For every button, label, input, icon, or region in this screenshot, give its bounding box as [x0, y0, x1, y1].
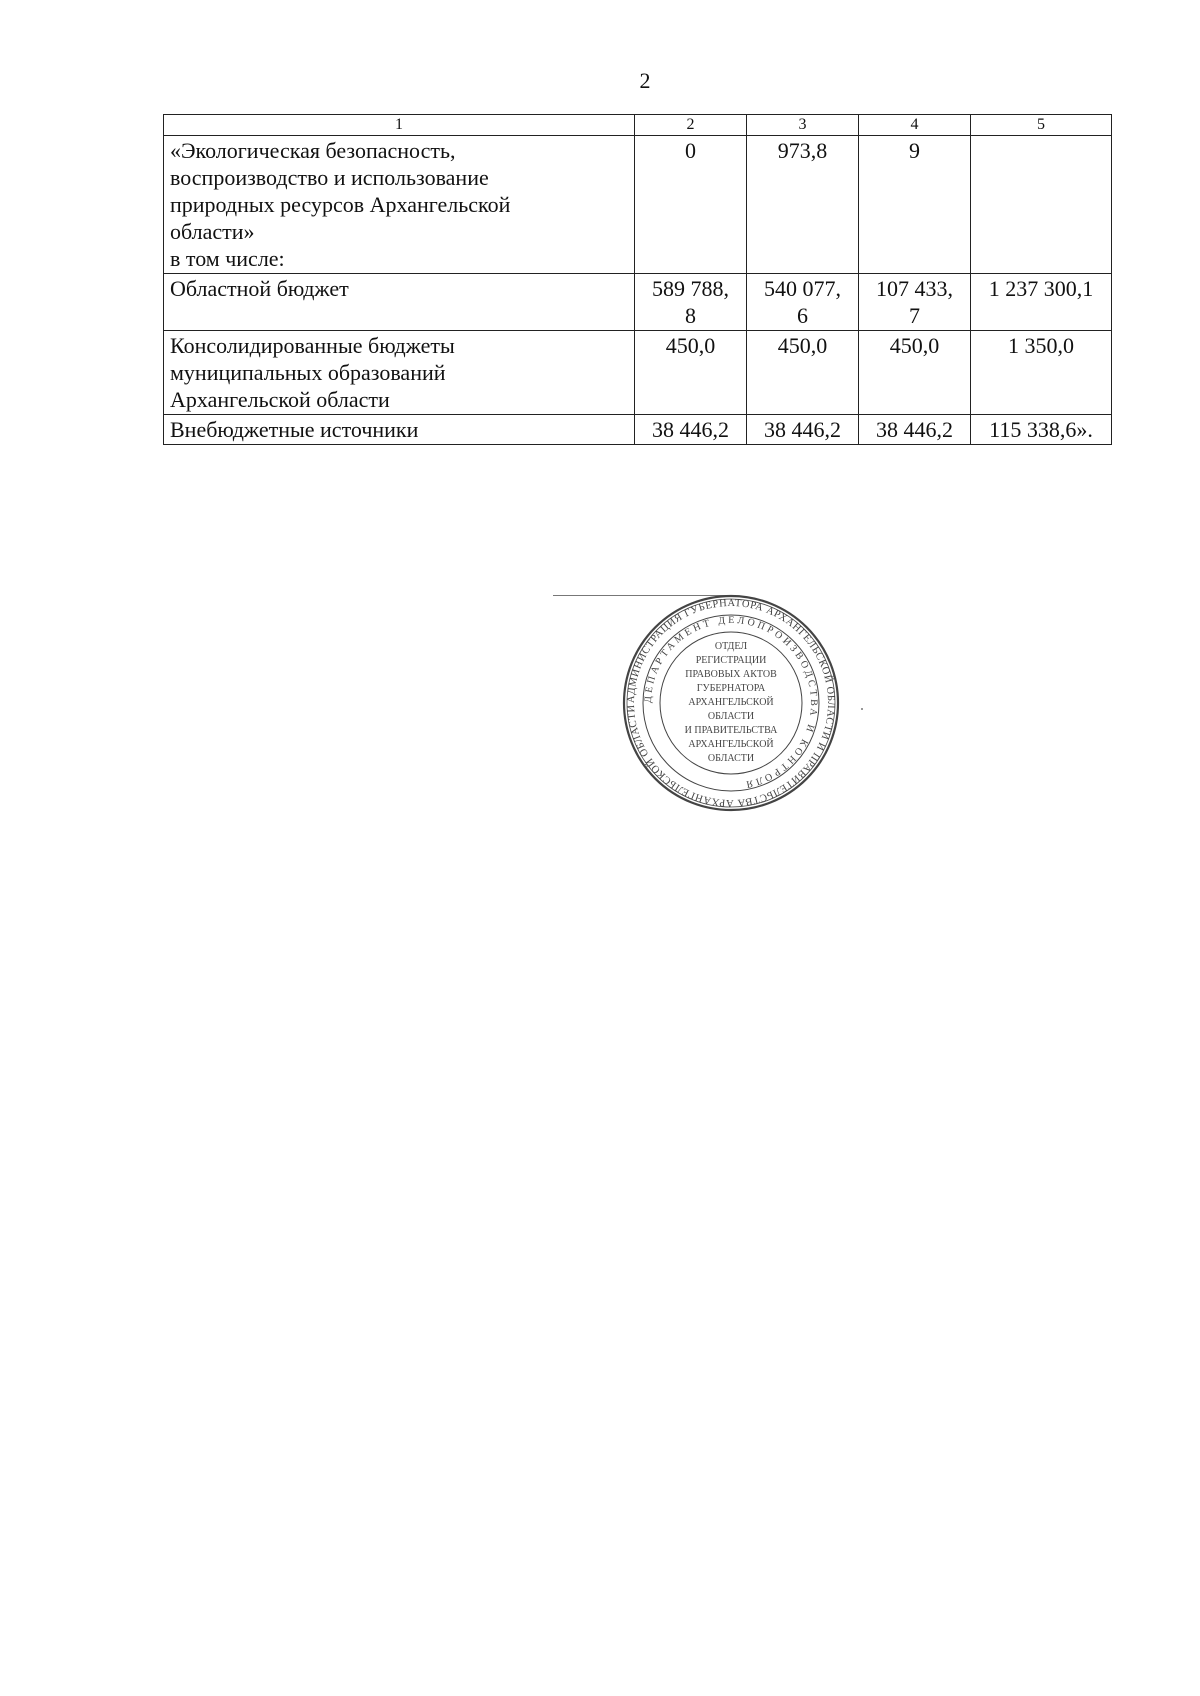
column-header: 1 — [164, 115, 635, 136]
value-line: 7 — [909, 303, 920, 328]
value-line: 107 433, — [876, 276, 953, 301]
label-line: «Экологическая безопасность, — [170, 138, 456, 163]
table-row — [164, 274, 1112, 331]
seal-graphic — [620, 592, 842, 814]
label-line: Внебюджетные источники — [170, 417, 419, 442]
label-line: Архангельской области — [170, 387, 390, 412]
value-cell — [747, 274, 859, 331]
value-cell — [635, 274, 747, 331]
value-cell: 1 237 300,1 — [971, 274, 1112, 331]
table-row — [164, 136, 1112, 274]
row-label — [164, 415, 635, 445]
label-line: природных ресурсов Архангельской — [170, 192, 511, 217]
value-cell: 38 446,2 — [635, 415, 747, 445]
seal-outer-textpath: АДМИНИСТРАЦИЯ ГУБЕРНАТОРА АРХАНГЕЛЬСКОЙ ОБЛАСТИ И ПРАВИТЕЛЬСТВА АРХАНГЕЛЬСКОЙ ОБЛАСТИ — [625, 597, 837, 809]
value-cell: 973,8 — [747, 136, 859, 274]
seal-center-line: ОБЛАСТИ — [707, 753, 755, 764]
value-cell: 450,0 — [859, 331, 971, 415]
table-row — [164, 415, 1112, 445]
value-line: 6 — [797, 303, 808, 328]
seal-center-line: РЕГИСТРАЦИИ — [695, 655, 767, 666]
budget-table — [163, 114, 1112, 445]
column-header: 3 — [747, 115, 859, 136]
column-header: 5 — [971, 115, 1112, 136]
value-cell — [971, 136, 1112, 274]
table-row — [164, 331, 1112, 415]
value-cell — [859, 274, 971, 331]
value-cell: 1 350,0 — [971, 331, 1112, 415]
column-header: 2 — [635, 115, 747, 136]
official-seal — [620, 592, 842, 814]
value-line: 8 — [685, 303, 696, 328]
seal-center-line: ПРАВОВЫХ АКТОВ — [685, 669, 777, 680]
scan-speck — [861, 708, 863, 710]
value-line: 540 077, — [764, 276, 841, 301]
label-line: в том числе: — [170, 246, 285, 271]
label-line: воспроизводство и использование — [170, 165, 489, 190]
label-line: Областной бюджет — [170, 276, 349, 301]
seal-ring-textpath: ДЕПАРТАМЕНТ ДЕЛОПРОИЗВОДСТВА И КОНТРОЛЯ — [642, 614, 820, 791]
seal-center-line: ГУБЕРНАТОРА — [696, 683, 766, 694]
value-cell: 115 338,6». — [971, 415, 1112, 445]
label-line: Консолидированные бюджеты — [170, 333, 455, 358]
value-line: 589 788, — [652, 276, 729, 301]
value-cell: 38 446,2 — [859, 415, 971, 445]
seal-center-line: АРХАНГЕЛЬСКОЙ — [688, 739, 774, 750]
table-header-row — [164, 115, 1112, 136]
value-cell: 9 — [859, 136, 971, 274]
seal-center-line: ОТДЕЛ — [714, 641, 748, 652]
value-cell: 0 — [635, 136, 747, 274]
row-label — [164, 136, 635, 274]
page-number: 2 — [639, 68, 651, 93]
column-header: 4 — [859, 115, 971, 136]
seal-center-line: АРХАНГЕЛЬСКОЙ — [688, 697, 774, 708]
value-cell: 450,0 — [747, 331, 859, 415]
label-line: муниципальных образований — [170, 360, 446, 385]
row-label — [164, 331, 635, 415]
value-cell: 450,0 — [635, 331, 747, 415]
seal-center-line: ОБЛАСТИ — [707, 711, 755, 722]
seal-center-line: И ПРАВИТЕЛЬСТВА — [684, 725, 778, 736]
label-line: области» — [170, 219, 255, 244]
row-label — [164, 274, 635, 331]
value-cell: 38 446,2 — [747, 415, 859, 445]
